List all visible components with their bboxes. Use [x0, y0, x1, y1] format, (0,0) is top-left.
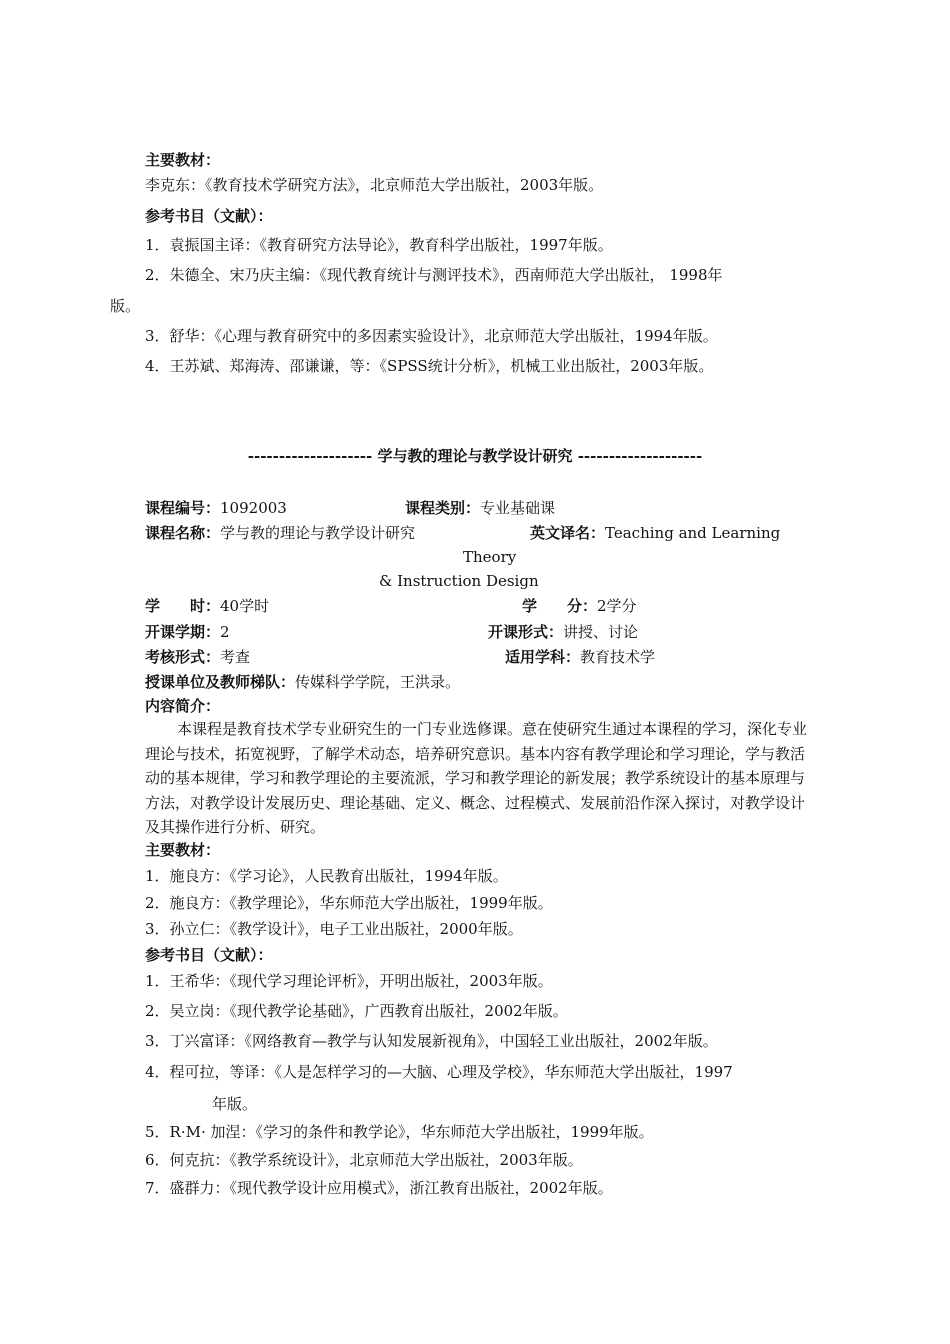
- course-hours: [145, 596, 269, 616]
- course-department-value: 传媒科学学院，王洪录。: [295, 673, 461, 691]
- course-code-value: 1092003: [220, 499, 287, 517]
- course-english-value-3: & Instruction Design: [379, 572, 539, 590]
- course-credits: [522, 596, 637, 616]
- course-subject-label: 适用学科：: [505, 648, 581, 666]
- course-english-value-2: Theory: [463, 548, 517, 566]
- reference-item: 2．吴立岗：《现代教学论基础》，广西教育出版社，2002年版。: [145, 1002, 568, 1020]
- references-heading: 参考书目（文献）：: [145, 946, 273, 964]
- reference-item: 5．R·M· 加涅：《学习的条件和教学论》，华东师范大学出版社，1999年版。: [145, 1123, 654, 1141]
- prev-textbook-heading: 主要教材：: [145, 151, 221, 169]
- course-code-label: 课程编号：: [145, 499, 221, 517]
- reference-item: 1．王希华：《现代学习理论评析》，开明出版社，2003年版。: [145, 972, 553, 990]
- intro-paragraph: 本课程是教育技术学专业研究生的一门专业选修课。意在使研究生通过本课程的学习，深化专业理论与技术，拓宽视野，了解学术动态，培养研究意识。基本内容有教学理论和学习理论，学与教活动的基本规律，学习和教学理论的主要流派，学习和教学理论的新发展；教学系统设计的基本原理与方法，对教学设计发展历史、理论基础、定义、概念、过程模式、发展前沿作深入探讨，对教学设计及其操作进行分析、研究。: [145, 720, 808, 836]
- course-form: [488, 622, 638, 642]
- reference-item: 4．程可拉，等译：《人是怎样学习的—大脑、心理及学校》，华东师范大学出版社，1997: [145, 1063, 733, 1081]
- reference-item: 6．何克抗：《教学系统设计》，北京师范大学出版社，2003年版。: [145, 1151, 583, 1169]
- course-credits-label: 学 分：: [522, 597, 598, 615]
- prev-reference-item: 1．袁振国主译：《教育研究方法导论》，教育科学出版社，1997年版。: [145, 236, 613, 254]
- course-category-label: 课程类别：: [405, 499, 481, 517]
- reference-item-continuation: 年版。: [212, 1095, 258, 1113]
- course-english-value: Teaching and Learning: [605, 524, 781, 542]
- course-title: -------------------- 学与教的理论与教学设计研究 --------------------: [247, 447, 703, 465]
- textbook-item: 3．孙立仁：《教学设计》，电子工业出版社，2000年版。: [145, 920, 523, 938]
- course-hours-value: 40学时: [220, 597, 270, 615]
- prev-reference-item: 版。: [110, 297, 141, 315]
- course-category: [405, 498, 555, 518]
- course-name: [145, 523, 415, 543]
- course-english-label: 英文译名：: [530, 524, 606, 542]
- prev-reference-item: 3．舒华：《心理与教育研究中的多因素实验设计》，北京师范大学出版社，1994年版。: [145, 327, 718, 345]
- course-term-value: 2: [220, 623, 230, 641]
- course-department: [145, 672, 460, 692]
- course-form-label: 开课形式：: [488, 623, 564, 641]
- prev-references-heading: 参考书目（文献）：: [145, 207, 273, 225]
- course-assessment-value: 考查: [220, 648, 251, 666]
- course-subject-value: 教育技术学: [580, 648, 656, 666]
- course-category-value: 专业基础课: [480, 499, 556, 517]
- reference-item: 7．盛群力：《现代教学设计应用模式》，浙江教育出版社，2002年版。: [145, 1179, 613, 1197]
- textbook-item: 2．施良方：《教学理论》，华东师范大学出版社，1999年版。: [145, 894, 553, 912]
- course-form-value: 讲授、讨论: [563, 623, 639, 641]
- course-term: [145, 622, 230, 642]
- textbook-item: 1．施良方：《学习论》，人民教育出版社，1994年版。: [145, 867, 508, 885]
- course-name-value: 学与教的理论与教学设计研究: [220, 524, 416, 542]
- course-subject: [505, 647, 655, 667]
- textbooks-heading: 主要教材：: [145, 841, 221, 859]
- intro-heading: 内容简介：: [145, 697, 221, 715]
- course-assessment: [145, 647, 250, 667]
- reference-item: 3．丁兴富译：《网络教育—教学与认知发展新视角》，中国轻工业出版社，2002年版。: [145, 1032, 718, 1050]
- course-department-label: 授课单位及教师梯队：: [145, 673, 296, 691]
- prev-reference-item: 2．朱德全、宋乃庆主编：《现代教育统计与测评技术》，西南师范大学出版社， 1998年: [145, 266, 723, 284]
- prev-textbook: 李克东：《教育技术学研究方法》，北京师范大学出版社，2003年版。: [145, 176, 604, 194]
- course-english: [530, 523, 780, 543]
- prev-reference-item: 4．王苏斌、郑海涛、邵谦谦，等：《SPSS统计分析》，机械工业出版社，2003年版。: [145, 357, 714, 375]
- course-assessment-label: 考核形式：: [145, 648, 221, 666]
- course-credits-value: 2学分: [597, 597, 637, 615]
- course-hours-label: 学 时：: [145, 597, 221, 615]
- course-term-label: 开课学期：: [145, 623, 221, 641]
- course-name-label: 课程名称：: [145, 524, 221, 542]
- course-code: [145, 498, 287, 518]
